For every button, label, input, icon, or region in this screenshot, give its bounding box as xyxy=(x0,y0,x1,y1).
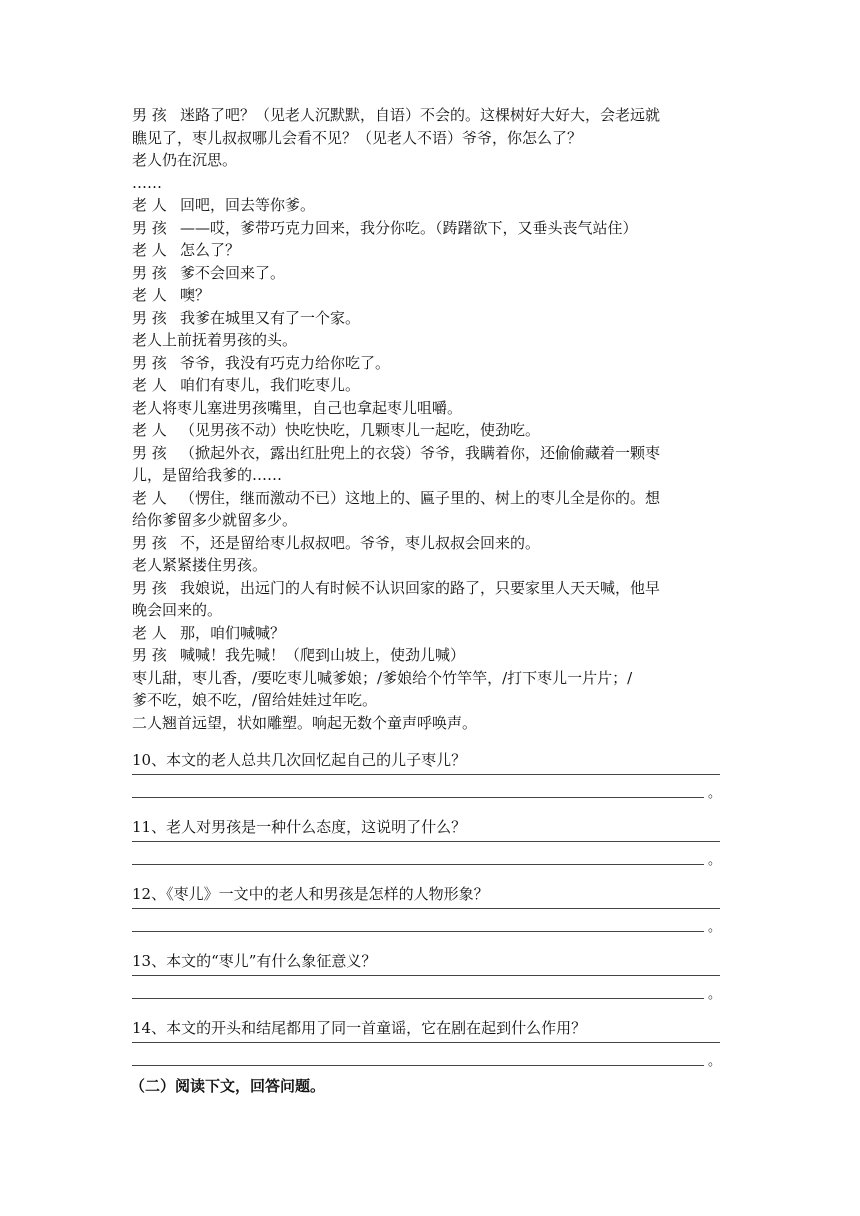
speaker-label: 男 孩 xyxy=(132,646,167,664)
script-line xyxy=(132,307,732,330)
script-text: …… xyxy=(132,173,162,192)
script-text: 噢？ xyxy=(180,286,211,304)
question-text: 13、本文的“枣儿”有什么象征意义？ xyxy=(132,952,377,970)
answer-end-mark: 。 xyxy=(708,786,722,801)
script-line xyxy=(132,374,732,397)
speaker-label: 男 孩 xyxy=(132,263,167,282)
song-line xyxy=(132,689,732,712)
script-text: 爷爷，我没有巧克力给你吃了。 xyxy=(180,353,391,372)
answer-end-mark: 。 xyxy=(708,987,722,1002)
speaker-label: 男 孩 xyxy=(132,578,167,597)
stage-direction xyxy=(132,712,732,735)
script-text: 老人将枣儿塞进男孩嘴里，自己也拿起枣儿咀嚼。 xyxy=(132,398,463,417)
question-item xyxy=(132,950,732,1017)
script-text: （愣住，继而激动不已）这地上的、匾子里的、树上的枣儿全是你的。想 xyxy=(180,488,661,507)
script-line xyxy=(132,577,732,600)
speaker-label: 男 孩 xyxy=(132,443,167,462)
answer-line[interactable] xyxy=(132,908,720,909)
answer-line[interactable] xyxy=(132,797,704,798)
script-line xyxy=(132,599,732,622)
stage-direction xyxy=(132,397,732,420)
script-text: 爹不吃，娘不吃，/留给娃娃过年吃。 xyxy=(132,691,378,709)
speaker-label: 老 人 xyxy=(132,196,167,214)
script-line xyxy=(132,622,732,645)
script-text: （见男孩不动）快吃快吃，几颗枣儿一起吃，使劲吃。 xyxy=(180,421,541,439)
script-text: ——哎，爹带巧克力回来，我分你吃。（踌躇欲下，又垂头丧气站住） xyxy=(180,218,638,237)
script-line xyxy=(132,194,732,217)
answer-line[interactable] xyxy=(132,1065,704,1066)
script-text: 那，咱们喊喊？ xyxy=(180,623,286,642)
script-text: 老人上前抚着男孩的头。 xyxy=(132,331,298,349)
play-script xyxy=(132,104,732,734)
answer-end-mark: 。 xyxy=(708,1054,722,1069)
speaker-label: 男 孩 xyxy=(132,106,167,124)
script-text: 枣儿甜，枣儿香，/要吃枣儿喊爹娘；/爹娘给个竹竿竿，/打下枣儿一片片；/ xyxy=(132,668,633,687)
speaker-label: 老 人 xyxy=(132,376,167,394)
question-text: 14、本文的开头和结尾都用了同一首童谣，它在剧在起到什么作用？ xyxy=(132,1019,587,1037)
speaker-label: 男 孩 xyxy=(132,218,167,237)
script-line xyxy=(132,419,732,442)
script-line xyxy=(132,509,732,532)
script-line xyxy=(132,352,732,375)
answer-end-mark: 。 xyxy=(708,853,722,868)
speaker-label: 男 孩 xyxy=(132,308,167,327)
question-item xyxy=(132,816,732,883)
script-line xyxy=(132,284,732,307)
script-line xyxy=(132,262,732,285)
script-line xyxy=(132,487,732,510)
script-line xyxy=(132,464,732,487)
script-line xyxy=(132,217,732,240)
script-text: 给你爹留多少就留多少。 xyxy=(132,511,298,529)
answer-line[interactable] xyxy=(132,931,704,932)
script-text: 我娘说，出远门的人有时候不认识回家的路了，只要家里人天天喊，他早 xyxy=(180,578,661,597)
script-text: 老人仍在沉思。 xyxy=(132,151,238,169)
script-text: 爹不会回来了。 xyxy=(180,263,286,282)
stage-direction xyxy=(132,149,732,172)
question-text: 12、《枣儿》一文中的老人和男孩是怎样的人物形象？ xyxy=(132,885,489,903)
script-text: 老人紧紧搂住男孩。 xyxy=(132,556,268,574)
script-text: 不，还是留给枣儿叔叔吧。爷爷，枣儿叔叔会回来的。 xyxy=(180,533,541,552)
question-list xyxy=(132,749,732,1084)
speaker-label: 老 人 xyxy=(132,421,167,439)
answer-line[interactable] xyxy=(132,1042,720,1043)
question-item xyxy=(132,883,732,950)
speaker-label: 老 人 xyxy=(132,241,167,259)
answer-line[interactable] xyxy=(132,998,704,999)
answer-line[interactable] xyxy=(132,841,720,842)
script-text: 回吧，回去等你爹。 xyxy=(180,196,316,214)
script-line xyxy=(132,239,732,262)
ellipsis-line xyxy=(132,172,732,195)
script-line xyxy=(132,442,732,465)
script-text: 怎么了？ xyxy=(180,241,241,259)
script-text: 二人翘首远望，状如雕塑。响起无数个童声呼唤声。 xyxy=(132,713,478,732)
script-line xyxy=(132,127,732,150)
section-heading: （二）阅读下文，回答问题。 xyxy=(130,1077,326,1095)
answer-line[interactable] xyxy=(132,975,720,976)
speaker-label: 男 孩 xyxy=(132,353,167,372)
answer-line[interactable] xyxy=(132,864,704,865)
speaker-label: 老 人 xyxy=(132,488,167,507)
script-text: 我爹在城里又有了一个家。 xyxy=(180,308,361,327)
speaker-label: 老 人 xyxy=(132,286,167,304)
question-text: 11、老人对男孩是一种什么态度，这说明了什么？ xyxy=(132,818,467,836)
question-text: 10、本文的老人总共几次回忆起自己的儿子枣儿？ xyxy=(132,751,467,769)
stage-direction xyxy=(132,554,732,577)
script-text: 咱们有枣儿，我们吃枣儿。 xyxy=(180,376,361,394)
question-item xyxy=(132,749,732,816)
script-text: （掀起外衣，露出红肚兜上的衣袋）爷爷，我瞒着你，还偷偷藏着一颗枣 xyxy=(180,443,661,462)
stage-direction xyxy=(132,329,732,352)
script-text: 迷路了吧？（见老人沉默默，自语）不会的。这棵树好大好大，会老远就 xyxy=(180,106,661,124)
script-text: 晚会回来的。 xyxy=(132,601,223,619)
speaker-label: 男 孩 xyxy=(132,533,167,552)
song-line xyxy=(132,667,732,690)
question-item xyxy=(132,1017,732,1084)
script-text: 喊喊！我先喊！（爬到山坡上，使劲儿喊） xyxy=(180,646,466,664)
script-line xyxy=(132,532,732,555)
script-line xyxy=(132,644,732,667)
script-text: 儿，是留给我爹的…… xyxy=(132,466,283,484)
answer-line[interactable] xyxy=(132,774,720,775)
script-line xyxy=(132,104,732,127)
answer-end-mark: 。 xyxy=(708,920,722,935)
speaker-label: 老 人 xyxy=(132,623,167,642)
script-text: 瞧见了，枣儿叔叔哪儿会看不见？（见老人不语）爷爷，你怎么了？ xyxy=(132,128,583,147)
